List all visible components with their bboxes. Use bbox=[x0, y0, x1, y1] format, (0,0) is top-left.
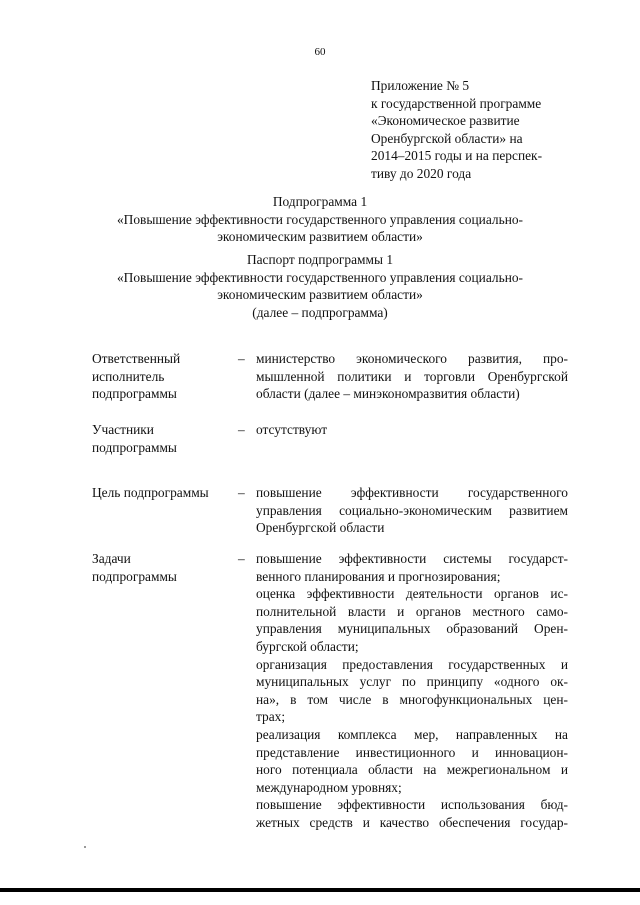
row-label bbox=[92, 350, 232, 403]
appendix-line: 2014–2015 годы и на перспек- bbox=[371, 148, 543, 164]
row-dash: – bbox=[238, 422, 245, 437]
row-value-line: повышение эффективности использования бюд- bbox=[256, 797, 568, 813]
appendix-line: «Экономическое развитие bbox=[371, 113, 520, 129]
row-value-line: повышение эффективности государственного bbox=[256, 485, 568, 500]
row-dash: – bbox=[238, 485, 245, 500]
row-value-line: организация предоставления государственных и bbox=[256, 656, 568, 672]
row-value-line: полнительной власти и органов местного само- bbox=[256, 603, 568, 619]
row-label-line: подпрограммы bbox=[92, 386, 177, 402]
row-label-line: подпрограммы bbox=[92, 568, 177, 584]
row-value-line: мышленной политики и торговли Оренбургской bbox=[256, 368, 568, 384]
scan-bottom-edge bbox=[0, 888, 640, 892]
row-value-line: Оренбургской области bbox=[256, 520, 385, 536]
row-label-line: Задачи bbox=[92, 551, 131, 566]
row-value-line: министерство экономического развития, про- bbox=[256, 351, 568, 366]
row-value-line: муниципальных услуг по принципу «одного ок- bbox=[256, 674, 568, 690]
subprogram-heading bbox=[60, 193, 580, 246]
row-value bbox=[256, 350, 568, 403]
row-value-line: венного планирования и прогнозирования; bbox=[256, 568, 501, 584]
row-label bbox=[92, 550, 232, 585]
row-value-line: жетных средств и качество обеспечения государ- bbox=[256, 814, 568, 830]
passport-name-line: «Повышение эффективности государственного управления социально- bbox=[116, 269, 524, 285]
row-value-line: управления муниципальных образований Орен- bbox=[256, 621, 568, 637]
row-value-line: на», в том числе в многофункциональных цен- bbox=[256, 691, 568, 707]
passport-heading bbox=[60, 251, 580, 321]
row-value-line: реализация комплекса мер, направленных на bbox=[256, 726, 568, 742]
page-number: 60 bbox=[314, 46, 326, 58]
row-value bbox=[256, 421, 568, 439]
subprogram-name-line: «Повышение эффективности государственного управления социально- bbox=[116, 211, 524, 227]
row-value-line: повышение эффективности системы государст- bbox=[256, 551, 568, 566]
row-value-line: отсутствуют bbox=[256, 422, 328, 437]
subprogram-title: Подпрограмма 1 bbox=[272, 194, 368, 209]
row-value-line: бургской области; bbox=[256, 638, 359, 654]
row-label-line: Участники bbox=[92, 422, 154, 437]
passport-note: (далее – подпрограмма) bbox=[252, 304, 388, 320]
row-label-line: Цель подпрограммы bbox=[92, 485, 209, 500]
appendix-line: к государственной программе bbox=[371, 95, 542, 111]
row-value-line: управления социально-экономическим развитием bbox=[256, 502, 568, 518]
row-value-line: трах; bbox=[256, 709, 286, 725]
appendix-line: Оренбургской области» на bbox=[371, 130, 523, 146]
passport-title: Паспорт подпрограммы 1 bbox=[246, 252, 394, 267]
scan-speck bbox=[84, 846, 86, 848]
passport-name-line: экономическим развитием области» bbox=[217, 287, 423, 303]
row-value-line: оценка эффективности деятельности органов ис- bbox=[256, 586, 568, 602]
row-value-line: области (далее – минэкономразвития области) bbox=[256, 386, 520, 402]
appendix-line: Приложение № 5 bbox=[371, 78, 470, 93]
row-label-line: Ответственный bbox=[92, 351, 181, 366]
row-value-line: международном уровнях; bbox=[256, 779, 402, 795]
row-value-line: ного потенциала области на межрегиональном и bbox=[256, 762, 568, 778]
row-label bbox=[92, 484, 232, 502]
appendix-reference bbox=[371, 77, 581, 183]
row-dash: – bbox=[238, 351, 245, 366]
subprogram-name-line: экономическим развитием области» bbox=[217, 229, 423, 245]
row-dash: – bbox=[238, 551, 245, 566]
row-label-line: исполнитель bbox=[92, 368, 165, 384]
row-label-line: подпрограммы bbox=[92, 439, 177, 455]
row-value bbox=[256, 550, 568, 832]
appendix-line: тиву до 2020 года bbox=[371, 165, 472, 181]
row-value bbox=[256, 484, 568, 537]
row-value-line: представление инвестиционного и инновацион- bbox=[256, 744, 568, 760]
row-label bbox=[92, 421, 232, 456]
